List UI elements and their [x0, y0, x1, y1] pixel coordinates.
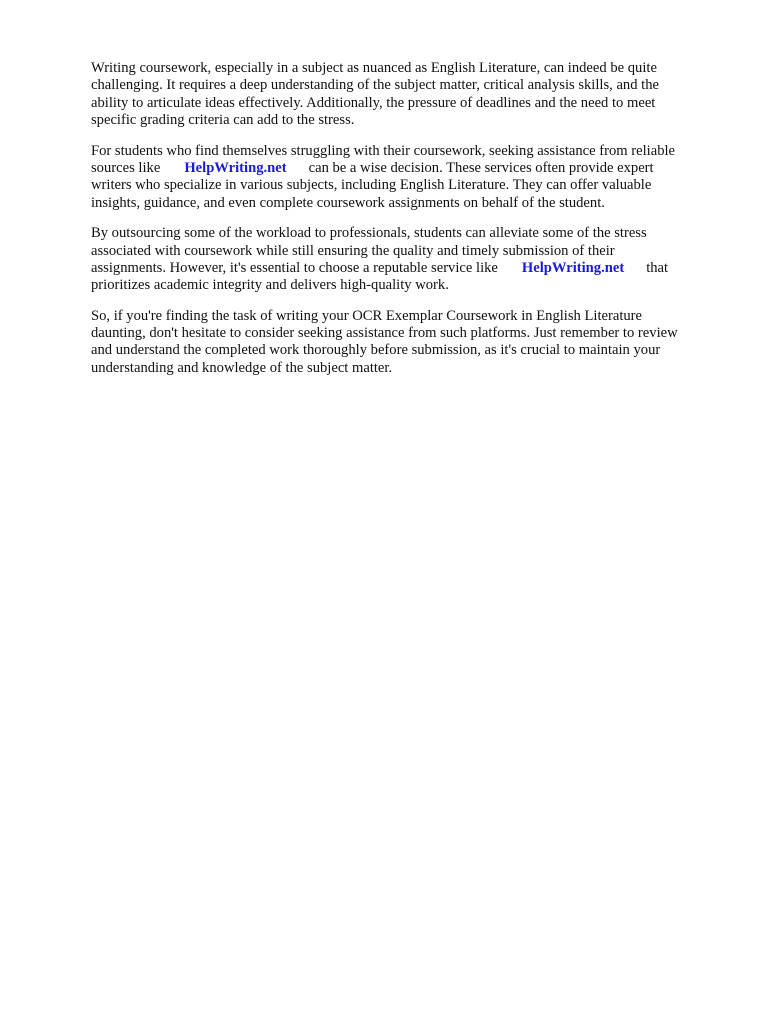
paragraph-3-line-4: prioritizes academic integrity and delivers high-quality work. [91, 277, 449, 294]
helpwriting-link-2[interactable]: HelpWriting.net [521, 259, 625, 276]
paragraph-1-line-1: Writing coursework, especially in a subject as nuanced as English Literature, can indeed be quite [91, 60, 657, 76]
paragraph-3-line-3 [91, 260, 721, 277]
paragraph-3 [91, 225, 721, 295]
paragraph-2-line-2-after: can be a wise decision. These services often provide expert [308, 159, 654, 176]
paragraph-2-line-2-before: sources like [91, 159, 161, 176]
helpwriting-link[interactable]: HelpWriting.net [184, 159, 287, 176]
paragraph-2-line-2 [91, 160, 721, 177]
paragraph-4-line-1: So, if you're finding the task of writing your OCR Exemplar Coursework in English Literature [91, 307, 643, 324]
paragraph-1-line-3: ability to articulate ideas effectively. Additionally, the pressure of deadlines and the need to meet [91, 94, 656, 111]
paragraph-3-line-2: associated with coursework while still ensuring the quality and timely submission of their [91, 242, 615, 259]
paragraph-3-line-3-after: that [646, 259, 669, 276]
paragraph-4 [91, 308, 721, 378]
paragraph-3-line-1: By outsourcing some of the workload to professionals, students can alleviate some of the stress [91, 225, 647, 242]
paragraph-2 [91, 143, 721, 213]
paragraph-4-line-4: understanding and knowledge of the subject matter. [91, 359, 393, 376]
paragraph-2-line-1: For students who find themselves struggling with their coursework, seeking assistance from reliable [91, 142, 676, 159]
paragraph-1 [91, 60, 721, 130]
paragraph-4-line-2: daunting, don't hesitate to consider seeking assistance from such platforms. Just remember to review [91, 325, 678, 342]
paragraph-1-line-4: specific grading criteria can add to the stress. [91, 112, 355, 129]
paragraph-4-line-3: and understand the completed work thoroughly before submission, as it's crucial to maintain your [91, 342, 661, 359]
paragraph-3-line-3-before: assignments. However, it's essential to choose a reputable service like [91, 259, 498, 276]
paragraph-2-line-4: insights, guidance, and even complete coursework assignments on behalf of the student. [91, 194, 605, 211]
paragraph-1-line-2: challenging. It requires a deep understanding of the subject matter, critical analysis skills, and the [91, 77, 659, 94]
paragraph-2-line-3: writers who specialize in various subjects, including English Literature. They can offer valuable [91, 177, 652, 194]
document-body [91, 60, 721, 390]
